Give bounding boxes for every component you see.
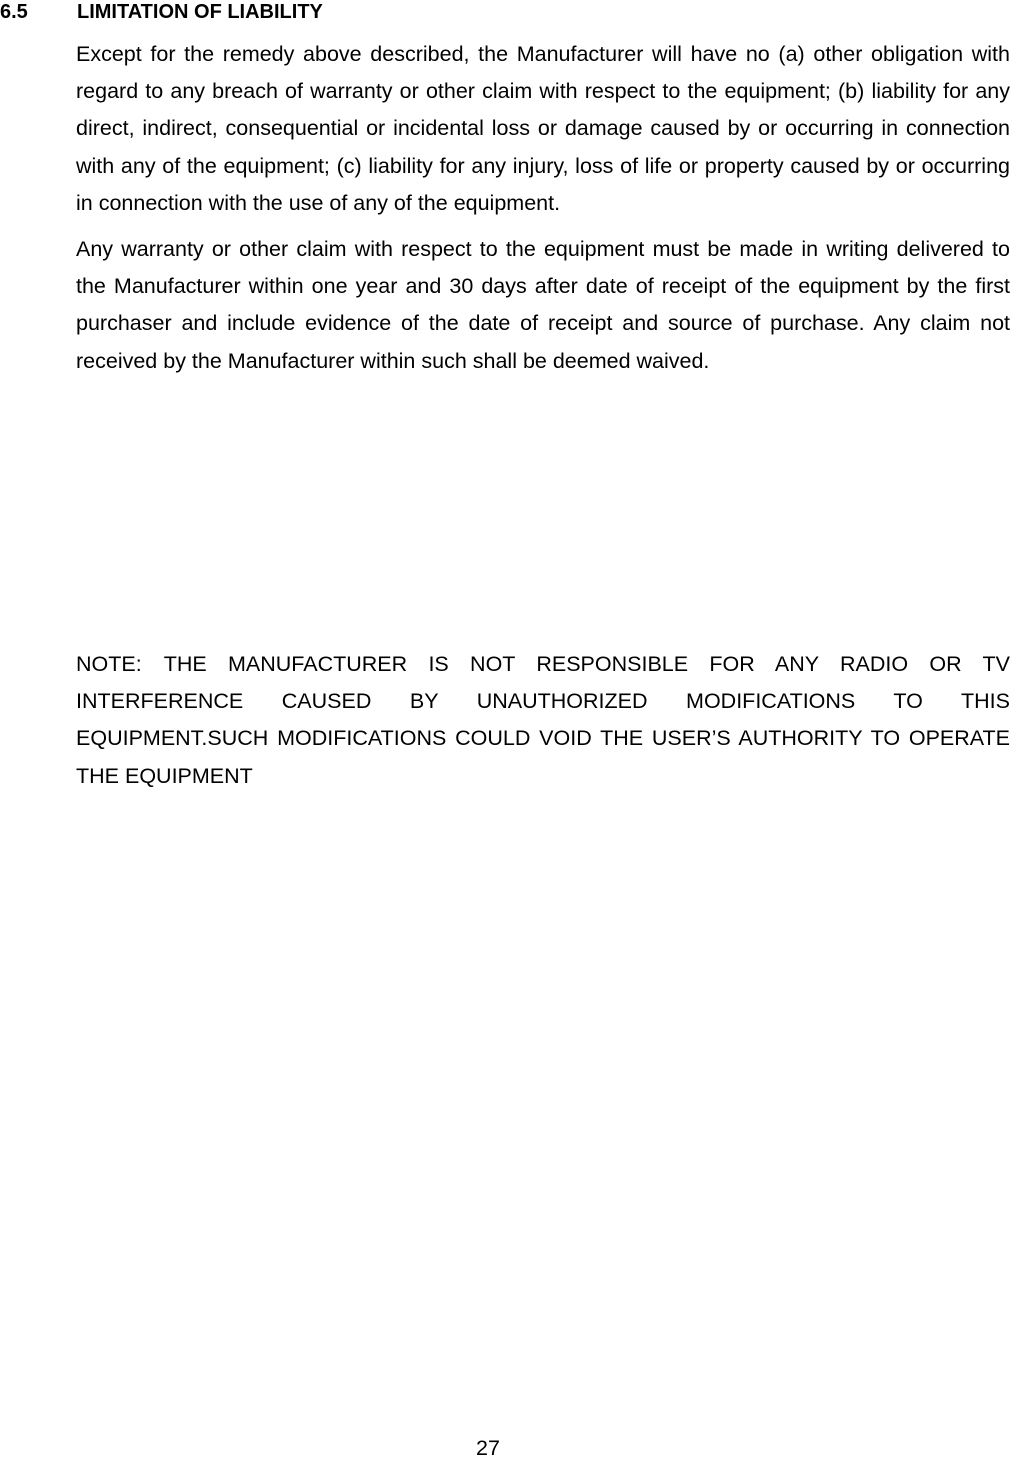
paragraph-remedy: Except for the remedy above described, the Manufacturer will have no (a) other obligation with regard to any breach of warranty or other claim with respect to the equipment; (b) liability for any direct, indirect, consequential or incidental loss or damage caused by or occurring in connection with any of the equipment; (c) liability for any injury, loss of life or property caused by or occurring in connection with the use of any of the equipment. (76, 42, 1010, 215)
note-label: NOTE: (76, 652, 142, 676)
section-title: LIMITATION OF LIABILITY (77, 1, 323, 23)
section-number: 6.5 (0, 1, 28, 23)
page-number: 27 (476, 1436, 500, 1460)
paragraph-warranty-claim: Any warranty or other claim with respect to the equipment must be made in writing delivered to the Manufacturer within one year and 30 days after date of receipt of the equipment by the first purchaser and include evidence of the date of receipt and source of purchase. Any claim not received by the Manufacturer within such shall be deemed waived. (76, 237, 1010, 373)
note-text: THE MANUFACTURER IS NOT RESPONSIBLE FOR ANY RADIO OR TV INTERFERENCE CAUSED BY UNAUTHORIZED MODIFICATIONS TO THIS EQUIPMENT.SUCH MODIFICATIONS COULD VOID THE USER’S AUTHORITY TO OPERATE THE EQUIPMENT (76, 652, 1010, 788)
note-block (76, 646, 1010, 795)
